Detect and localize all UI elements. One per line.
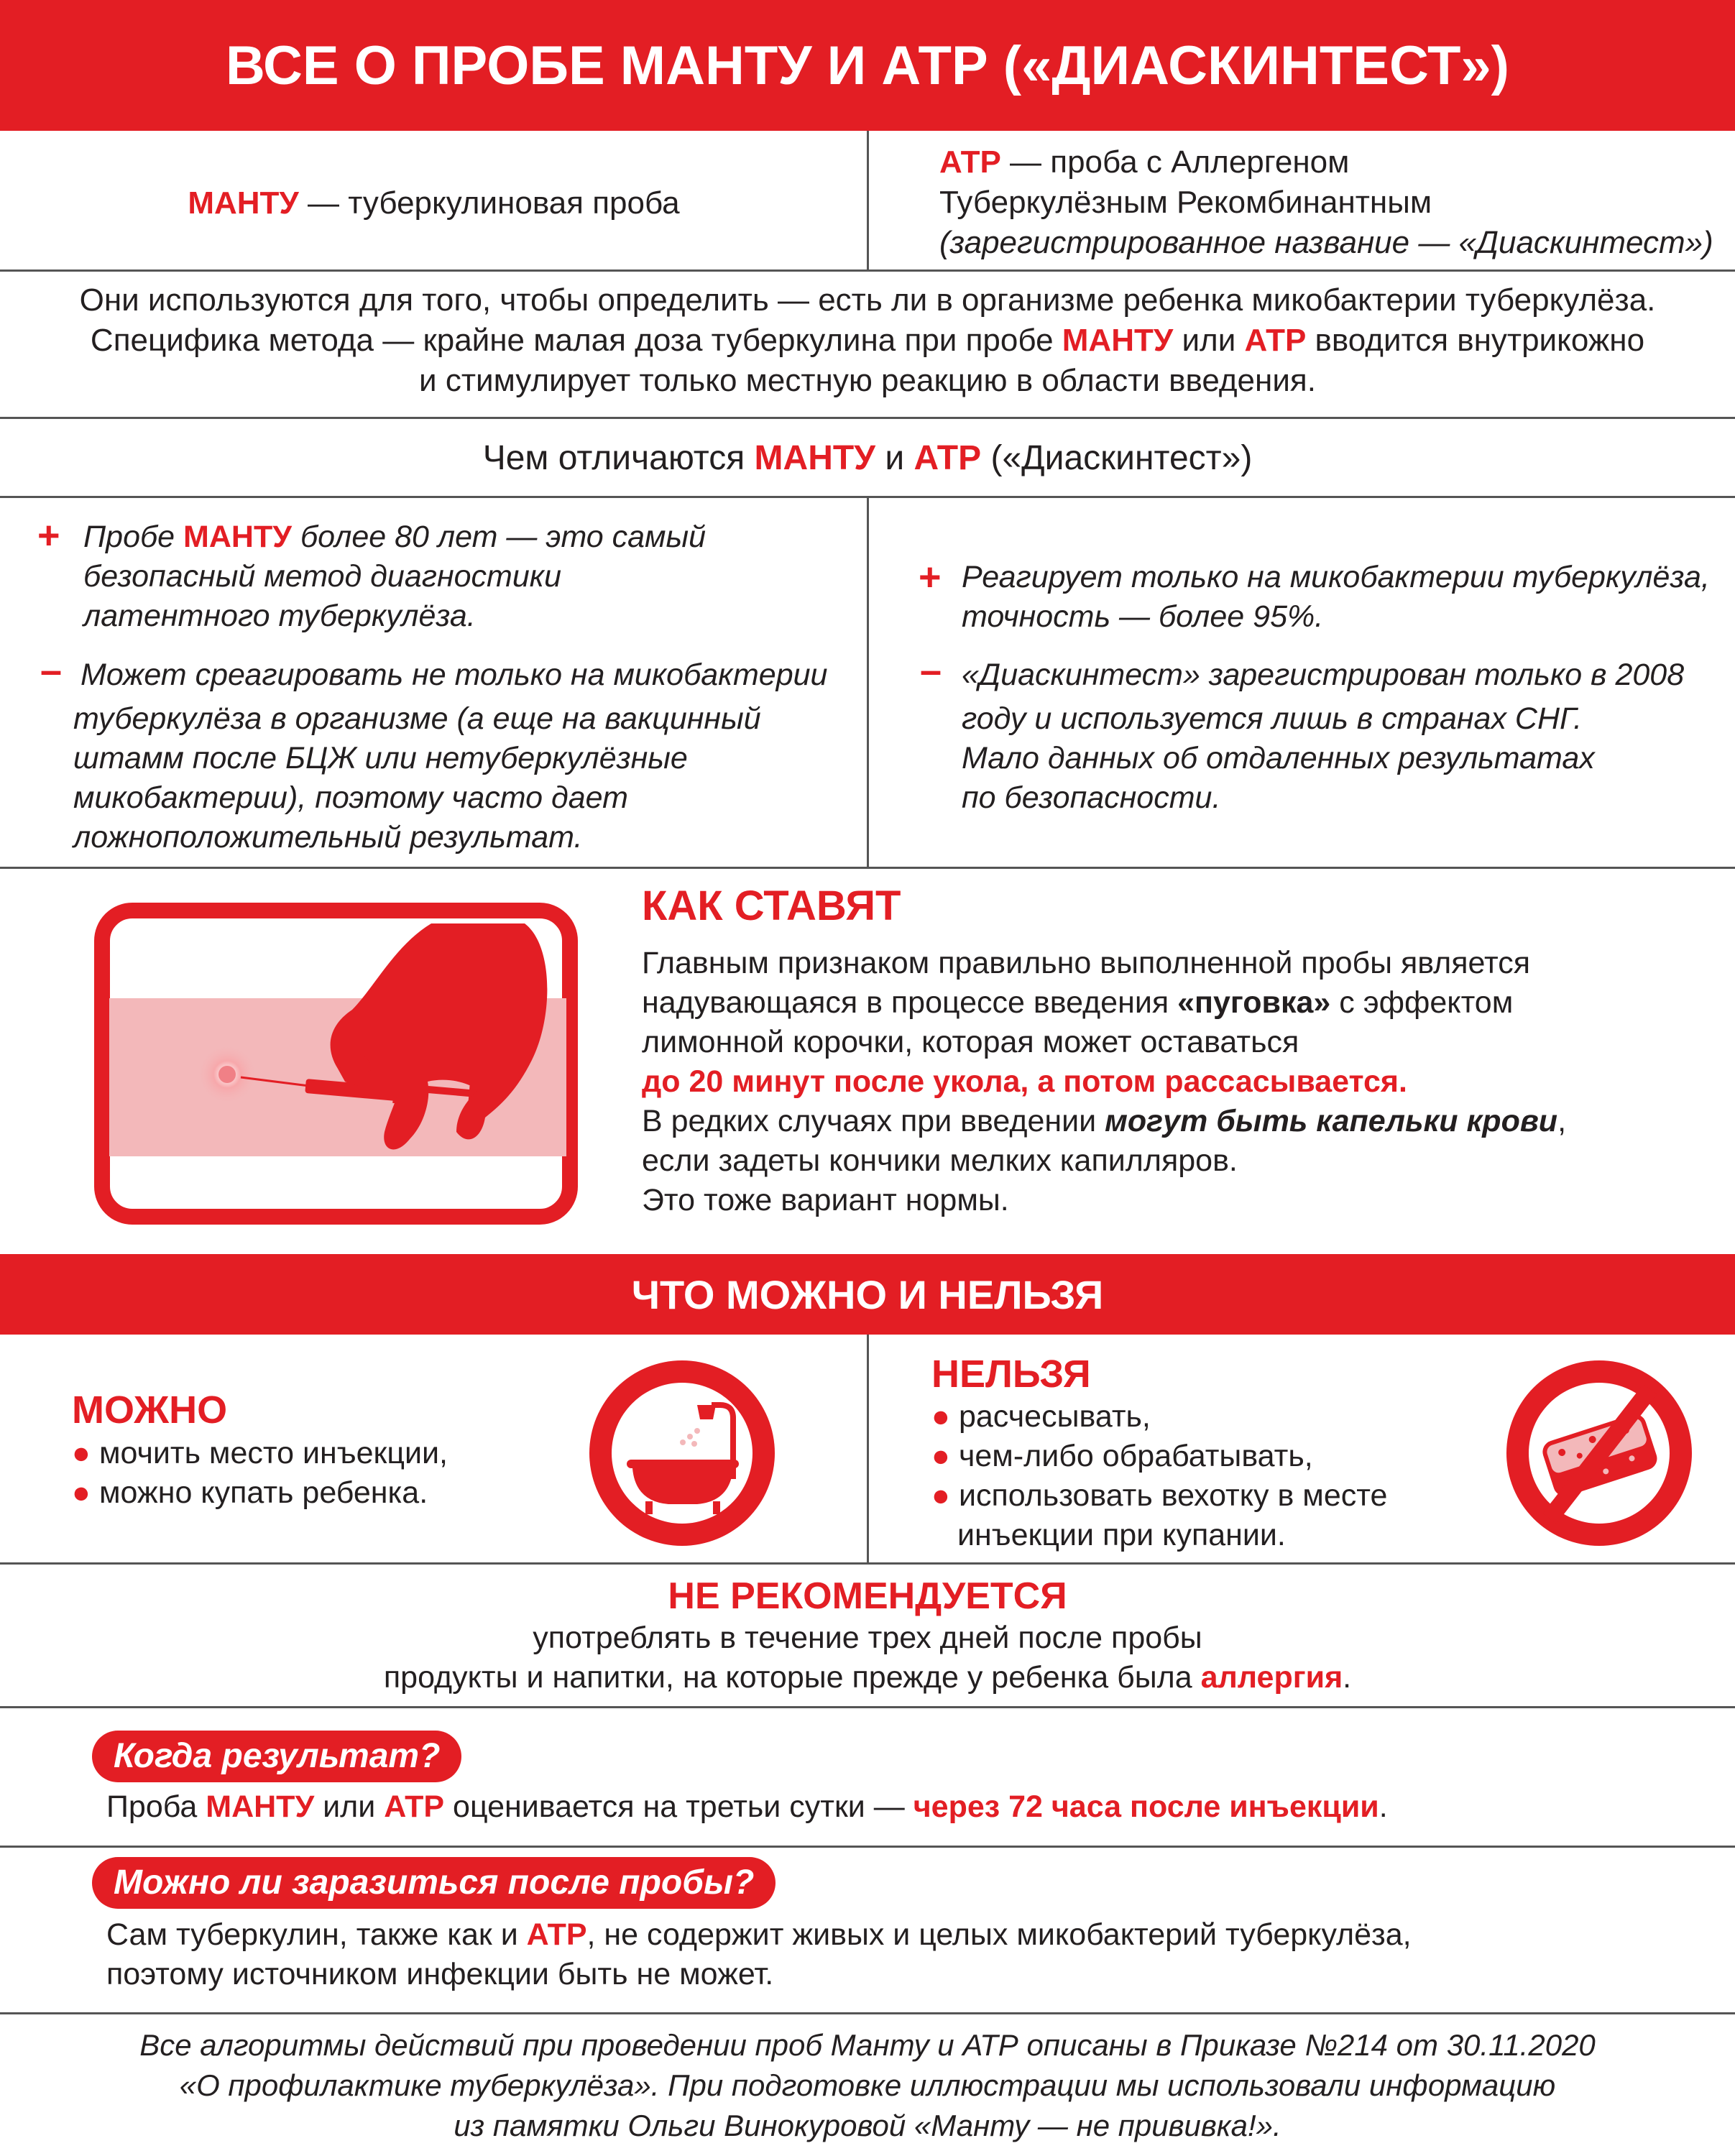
how-l5-c: , (1557, 1104, 1567, 1138)
mantu-plus-l2: безопасный метод диагностики (83, 559, 561, 594)
atr-line3: (зарегистрированное название — «Диаскинтест») (939, 225, 1713, 260)
difference-title-a: Чем отличаются (482, 439, 755, 477)
not-recommended-title: НЕ РЕКОМЕНДУЕТСЯ (668, 1575, 1067, 1617)
minus-icon: – (920, 649, 942, 692)
infection-atr: АТР (526, 1917, 587, 1952)
how-l2-b: «пуговка» (1177, 985, 1331, 1020)
atr-minus-l2: году и используется лишь в странах СНГ. (962, 701, 1583, 736)
how-l2-a: надувающаяся в процессе введения (642, 985, 1178, 1020)
infection-pill: Можно ли заразиться после пробы? (92, 1857, 776, 1909)
purpose-atr: АТР (1244, 323, 1307, 358)
result-c: через 72 часа после инъекции (913, 1789, 1379, 1824)
injection-illustration (93, 902, 579, 1225)
how-title: КАК СТАВЯТ (642, 883, 901, 929)
can-title: МОЖНО (72, 1388, 228, 1432)
minus-icon: – (40, 649, 63, 692)
purpose-line2-b: вводится внутрикожно (1306, 323, 1645, 358)
bathtub-allowed-icon (589, 1360, 775, 1546)
sponge-forbidden-icon (1506, 1360, 1692, 1546)
mantu-plus-term: МАНТУ (183, 520, 292, 554)
atr-plus-l2: точность — более 95%. (962, 599, 1324, 634)
list-item (72, 1473, 448, 1513)
bullet-icon: ● (931, 1399, 950, 1434)
can-item-2: можно купать ребенка. (98, 1475, 428, 1510)
atr-definition (939, 142, 1713, 263)
mantu-plus-l3: латентного туберкулёза. (83, 599, 476, 633)
atr-minus-l1: «Диаскинтест» зарегистрирован только в 2008 (962, 658, 1685, 692)
allergy-term: аллергия (1200, 1660, 1343, 1695)
difference-title (0, 437, 1735, 480)
cannot-title: НЕЛЬЗЯ (931, 1353, 1091, 1396)
cannot-item-2: чем-либо обрабатывать, (958, 1439, 1313, 1473)
cannot-item-3: использовать вехотку в месте (958, 1478, 1388, 1513)
list-item (931, 1437, 1387, 1476)
footer-note (0, 2025, 1735, 2146)
atr-term: АТР (939, 144, 1001, 180)
can-item-1: мочить место инъекции, (98, 1436, 448, 1470)
mantu-minus-l5: ложноположительный результат. (73, 820, 583, 854)
how-text (642, 944, 1566, 1220)
purpose-line2 (0, 321, 1735, 361)
mantu-minus-l3: штамм после БЦЖ или нетуберкулёзные (73, 741, 688, 775)
result-atr: АТР (384, 1789, 445, 1824)
list-item (72, 1434, 448, 1473)
bullet-icon: ● (72, 1436, 91, 1470)
difference-title-mantu: МАНТУ (754, 439, 876, 477)
purpose-line2-a: Специфика метода — крайне малая доза туберкулина при пробе (90, 323, 1062, 358)
mantu-minus-l1: Может среагировать не только на микобактерии (80, 658, 828, 692)
mantu-plus-text (83, 517, 706, 636)
atr-minus-l3: Мало данных об отдаленных результатах (962, 741, 1595, 775)
difference-title-b: («Диаскинтест») (981, 439, 1253, 477)
purpose-text (0, 280, 1735, 401)
purpose-or: или (1173, 323, 1245, 358)
mantu-minus-l4: микобактерии), поэтому часто дает (73, 780, 628, 815)
result-mantu: МАНТУ (206, 1789, 315, 1824)
difference-title-atr: АТР (913, 439, 982, 477)
mantu-plus-b: более 80 лет — это самый (292, 520, 707, 554)
how-l2-c: с эффектом (1330, 985, 1514, 1020)
how-l3: лимонной корочки, которая может оставаться (642, 1025, 1299, 1059)
result-text (106, 1787, 1388, 1827)
bullet-icon: ● (931, 1439, 950, 1473)
page-title (0, 0, 1735, 131)
dosdonts-band (0, 1254, 1735, 1335)
cannot-item-3-cont: инъекции при купании. (957, 1518, 1286, 1552)
how-l4: до 20 минут после укола, а потом рассасывается. (642, 1064, 1407, 1099)
mantu-definition (0, 183, 868, 224)
how-l7: Это тоже вариант нормы. (642, 1183, 1009, 1217)
not-recommended-text (0, 1618, 1735, 1697)
mantu-minus-l2: туберкулёза в организме (а еще на вакцинный (73, 701, 761, 736)
purpose-line3: и стимулирует только местную реакцию в области введения. (419, 363, 1316, 398)
mantu-desc: — туберкулиновая проба (298, 185, 680, 221)
not-recommended-l2-a: продукты и напитки, на которые прежде у ребенка была (383, 1660, 1201, 1695)
infection-l1-b: , не содержит живых и целых микобактерий туберкулёза, (586, 1917, 1412, 1952)
atr-minus-text (962, 655, 1684, 818)
how-l6: если задеты кончики мелких капилляров. (642, 1143, 1238, 1178)
atr-minus-l4: по безопасности. (962, 780, 1221, 815)
atr-plus-l1: Реагирует только на микобактерии туберкулёза, (962, 560, 1710, 594)
how-l1: Главным признаком правильно выполненной пробы является (642, 946, 1530, 980)
infection-l1-a: Сам туберкулин, также как и (106, 1917, 527, 1952)
list-item (931, 1476, 1387, 1516)
result-b: оценивается на третьи сутки — (444, 1789, 913, 1824)
footer-l3: из памятки Ольги Винокуровой «Манту — не прививка!». (454, 2109, 1281, 2142)
page-title-text: ВСЕ О ПРОБЕ МАНТУ И АТР («ДИАСКИНТЕСТ») (226, 34, 1509, 96)
mantu-minus-text (73, 655, 828, 857)
atr-plus-text (962, 558, 1710, 637)
how-l5-a: В редких случаях при введении (642, 1104, 1105, 1138)
infection-l2: поэтому источником инфекции быть не может. (106, 1957, 774, 1991)
can-list (72, 1434, 448, 1513)
purpose-mantu: МАНТУ (1062, 323, 1174, 358)
result-d: . (1379, 1789, 1388, 1824)
atr-line1: — проба с Аллергеном (1000, 144, 1350, 180)
result-pill: Когда результат? (92, 1731, 461, 1782)
result-a: Проба (106, 1789, 206, 1824)
purpose-line1: Они используются для того, чтобы определить — есть ли в организме ребенка микобактерии туберкулёза. (79, 282, 1656, 318)
bullet-icon: ● (72, 1475, 91, 1510)
plus-icon: + (919, 556, 942, 599)
mantu-term: МАНТУ (188, 185, 299, 221)
footer-l2: «О профилактике туберкулёза». При подготовке иллюстрации мы использовали информацию (179, 2068, 1556, 2102)
mantu-plus-a: Пробе (83, 520, 184, 554)
how-l5-b: могут быть капельки крови (1105, 1104, 1558, 1138)
list-item (931, 1397, 1387, 1437)
result-or: или (314, 1789, 385, 1824)
dosdonts-title: ЧТО МОЖНО И НЕЛЬЗЯ (631, 1271, 1104, 1317)
not-recommended-l2-c: . (1343, 1660, 1352, 1695)
infection-text (106, 1915, 1412, 1994)
atr-line2: Туберкулёзным Рекомбинантным (939, 185, 1432, 220)
plus-icon: + (37, 514, 60, 557)
cannot-list (931, 1397, 1387, 1555)
bullet-icon: ● (931, 1478, 950, 1513)
not-recommended-l1: употреблять в течение трех дней после пробы (533, 1621, 1202, 1655)
footer-l1: Все алгоритмы действий при проведении проб Манту и АТР описаны в Приказе №214 от 30.11.2020 (139, 2028, 1596, 2062)
cannot-item-1: расчесывать, (958, 1399, 1151, 1434)
difference-title-and: и (875, 439, 914, 477)
